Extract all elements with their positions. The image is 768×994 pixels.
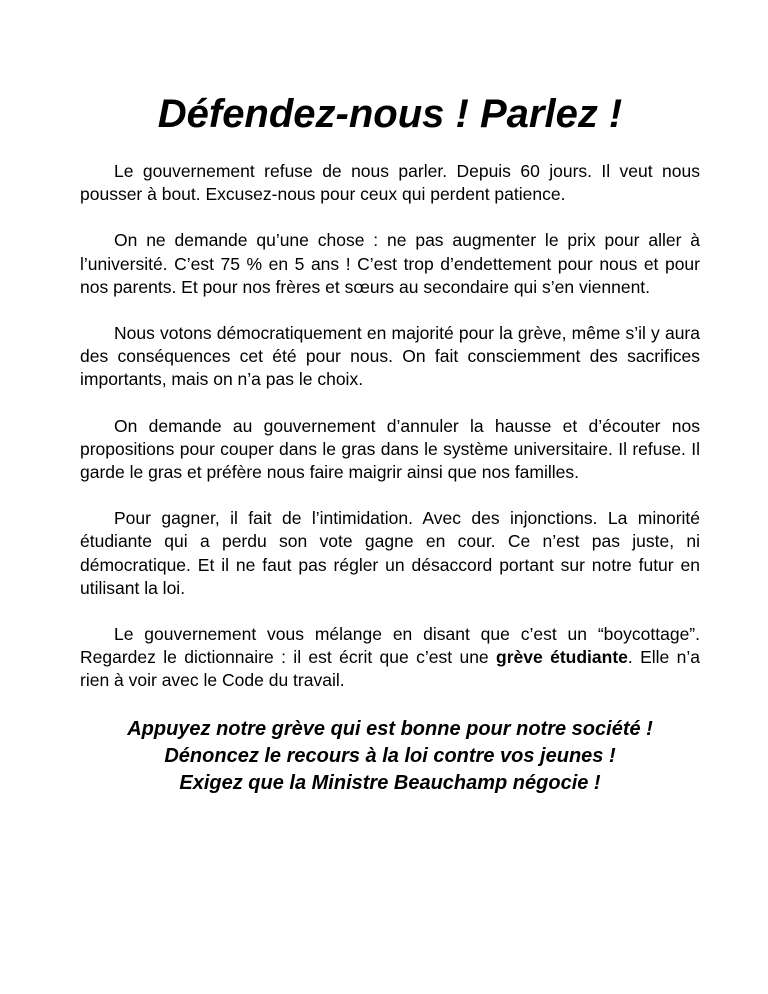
paragraph-6-text-start: Le gouvernement vous mélange en disant que c’est un “boycottage”. Regardez le dictionnaire : il est écrit que c’est une <box>80 624 700 668</box>
paragraph-3: Nous votons démocratiquement en majorité pour la grève, même s’il y aura des conséquences cet été pour nous. On fait consciemment des sacrifices importants, mais on n’a pas le choix. <box>80 323 700 390</box>
paragraph-4: On demande au gouvernement d’annuler la hausse et d’écouter nos propositions pour couper dans le gras dans le système universitaire. Il refuse. Il garde le gras et préfère nous faire maigrir ainsi que nos familles. <box>80 415 700 483</box>
paragraph-6-emphasis: grève étudiante <box>496 647 628 668</box>
paragraph-6-text-end: . Elle n’a rien à voir avec le Code du travail. <box>80 647 700 691</box>
slogan-line-1: Appuyez notre grève qui est bonne pour notre société ! <box>127 717 653 740</box>
closing-slogans <box>80 716 700 797</box>
paragraph-2: On ne demande qu’une chose : ne pas augmenter le prix pour aller à l’université. C’est 75 % en 5 ans ! C’est trop d’endettement pour nous et pour nos parents. Et pour nos frères et sœurs au secondaire qui s’en viennent. <box>80 230 700 297</box>
paragraph-5: Pour gagner, il fait de l’intimidation. Avec des injonctions. La minorité étudiante qui a perdu son vote gagne en cour. Ce n’est pas juste, ni démocratique. Et il ne faut pas régler un désaccord portant sur notre futur en utilisant la loi. <box>80 508 700 598</box>
slogan-line-2: Dénoncez le recours à la loi contre vos jeunes ! <box>164 744 616 767</box>
slogan-line-3: Exigez que la Ministre Beauchamp négocie ! <box>179 771 601 794</box>
paragraph-1: Le gouvernement refuse de nous parler. Depuis 60 jours. Il veut nous pousser à bout. Excusez-nous pour ceux qui perdent patience. <box>80 161 700 205</box>
paragraph-6 <box>80 623 700 693</box>
page-title: Défendez-nous ! Parlez ! <box>157 92 623 136</box>
document-page <box>80 90 700 797</box>
